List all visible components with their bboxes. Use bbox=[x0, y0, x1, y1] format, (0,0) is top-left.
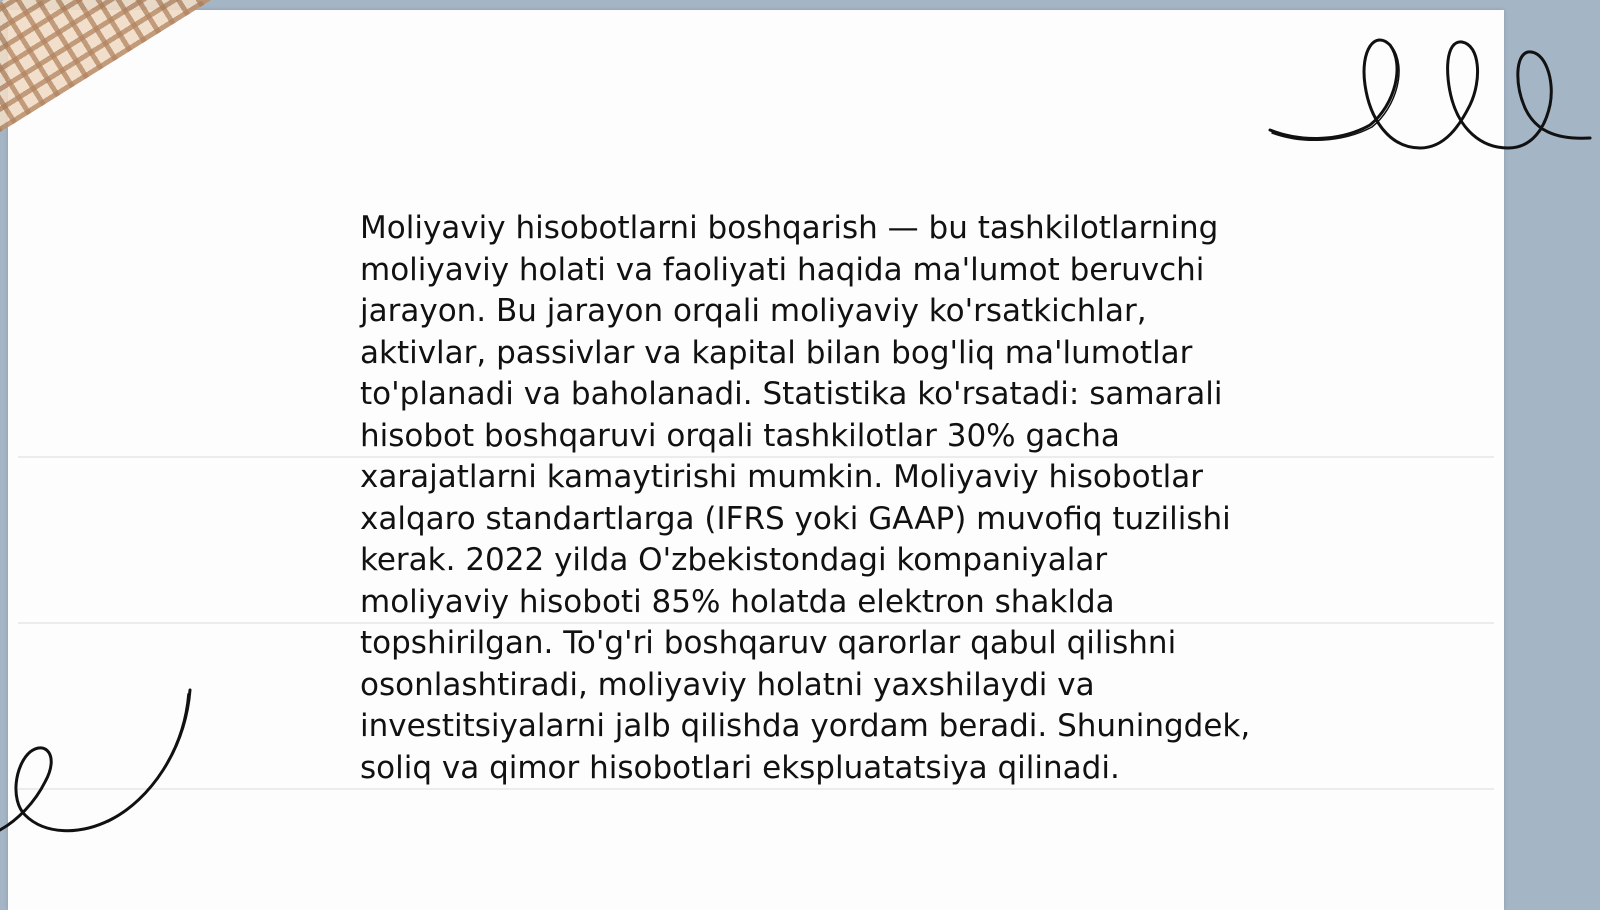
loop-squiggle-icon bbox=[1270, 30, 1600, 160]
swirl-doodle-icon bbox=[0, 690, 200, 850]
body-paragraph: Moliyaviy hisobotlarni boshqarish — bu tashkilotlarning moliyaviy holati va faoliyati haqida ma'lumot beruvchi jarayon. Bu jarayon orqali moliyaviy ko'rsatkichlar, aktivlar, passivlar va kapital bilan bog'liq ma'lumotlar to'planadi va baholanadi. Statistika ko'rsatadi: samarali hisobot boshqaruvi orqali tashkilotlar 30% gacha xarajatlarni kamaytirishi mumkin. Moliyaviy hisobotlar xalqaro standartlarga (IFRS yoki GAAP) muvofiq tuzilishi kerak. 2022 yilda O'zbekistondagi kompaniyalar moliyaviy hisoboti 85% holatda elektron shaklda topshirilgan. To'g'ri boshqaruv qarorlar qabul qilishni osonlashtiradi, moliyaviy holatni yaxshilaydi va investitsiyalarni jalb qilishda yordam beradi. Shuningdek, soliq va qimor hisobotlari ekspluatatsiya qilinadi. bbox=[360, 210, 1251, 786]
